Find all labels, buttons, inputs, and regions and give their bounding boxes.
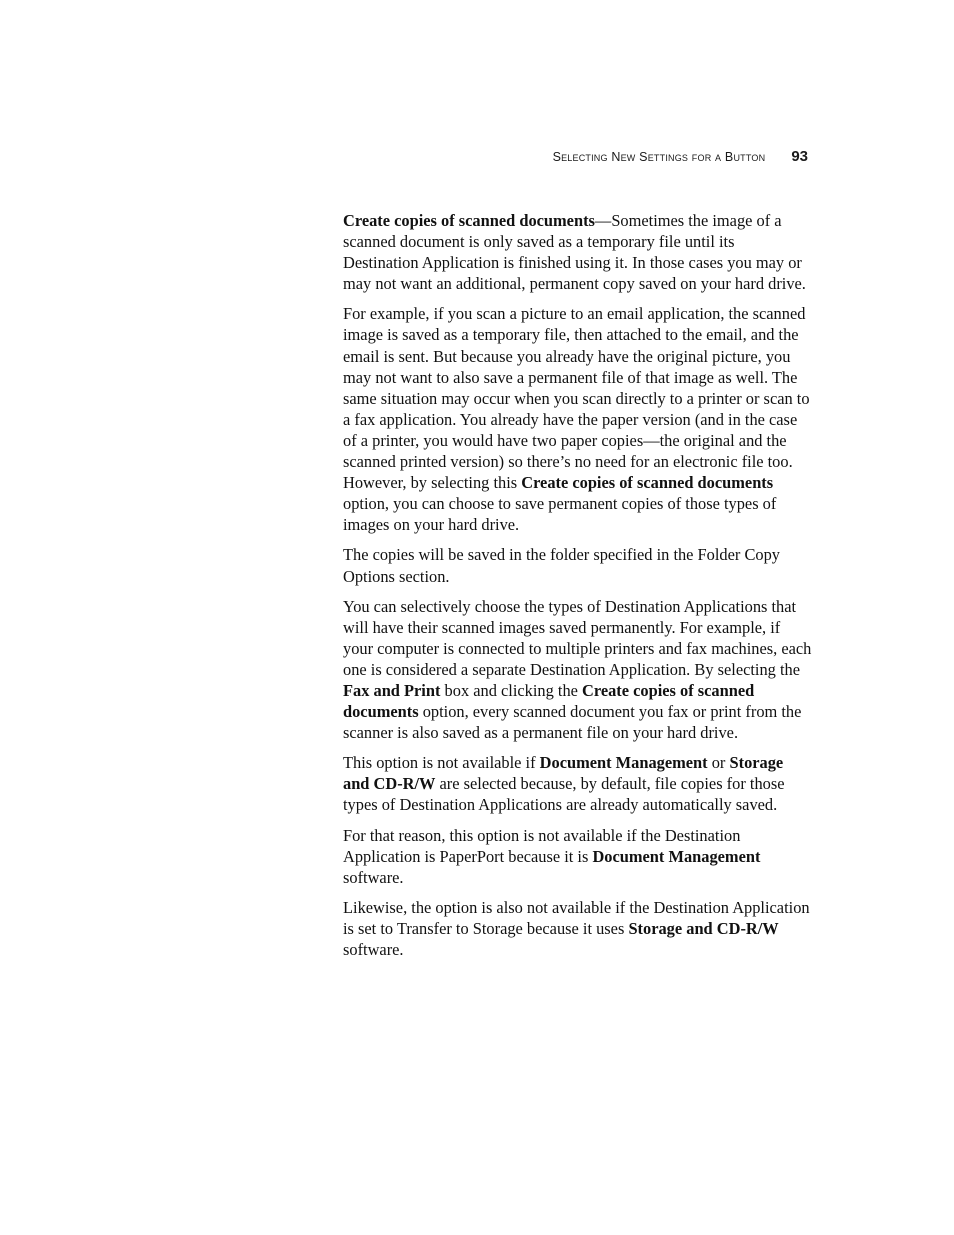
term-storage-cdrw: Storage and CD-R/W — [343, 753, 784, 794]
text-span: You can selectively choose the types of Destination Applications that will have their scanned images saved permanently. For example, if your computer is connected to multiple printers and fax machines, each one is considered a separate Destination Application. By selecting the — [343, 596, 812, 679]
text-span: This option is not available if — [343, 753, 540, 773]
page-number: 93 — [791, 148, 808, 165]
text-span: —Sometimes the image of a scanned document is only saved as a temporary file until its Destination Application is finished using it. In those cases you may or may not want an additional, permanent copy saved on your hard drive. — [343, 211, 806, 294]
text-span: option, every scanned document you fax or print from the scanner is also saved as a permanent file on your hard drive. — [343, 702, 802, 743]
paragraph-paperport — [343, 825, 813, 888]
text-span: software. — [343, 940, 404, 959]
term-create-copies: Create copies of scanned documents — [343, 680, 755, 722]
text-span: option, you can choose to save permanent copies of those types of images on your hard drive. — [343, 494, 777, 535]
text-span: box and clicking the — [440, 680, 583, 700]
text-span: Likewise, the option is also not available if the Destination Application is set to Transfer to Storage because it uses — [343, 897, 810, 938]
text-span: The copies will be saved in the folder specified in the Folder Copy Options section. — [343, 545, 780, 586]
term-document-management: Document Management — [592, 846, 761, 866]
running-title: Selecting New Settings for a Button — [552, 150, 766, 164]
paragraph-not-available — [343, 752, 813, 815]
text-span: For example, if you scan a picture to an email application, the scanned image is saved as a temporary file, then attached to the email, and the email is sent. But because you already have the original picture, you may not want to also save a permanent file of that image as well. The same situation may occur when you scan directly to a printer or scan to a fax application. You already have the paper version (and in the case of a printer, you would have two paper copies—the original and the scanned printed version) so there’s no need for an electronic file too. However, by selecting this — [343, 304, 810, 493]
paragraph-selective-types — [343, 596, 813, 744]
paragraph-transfer-storage — [343, 897, 813, 960]
text-span: are selected because, by default, file copies for those types of Destination Applications are already automatically saved. — [343, 774, 785, 815]
text-span: or — [707, 753, 730, 773]
body-text — [343, 210, 813, 969]
text-span: software. — [343, 867, 404, 887]
term-storage-cdrw: Storage and CD-R/W — [628, 918, 779, 938]
term-document-management: Document Management — [539, 753, 708, 773]
text-span: For that reason, this option is not available if the Destination Application is PaperPort because it is — [343, 825, 741, 866]
running-header — [553, 148, 808, 168]
paragraph-create-copies-intro — [343, 210, 813, 294]
paragraph-example — [343, 303, 813, 535]
paragraph-folder-location — [343, 544, 813, 586]
term-create-copies: Create copies of scanned documents — [521, 473, 774, 493]
term-fax-and-print: Fax and Print — [343, 680, 441, 700]
term-create-copies: Create copies of scanned documents — [343, 211, 595, 230]
